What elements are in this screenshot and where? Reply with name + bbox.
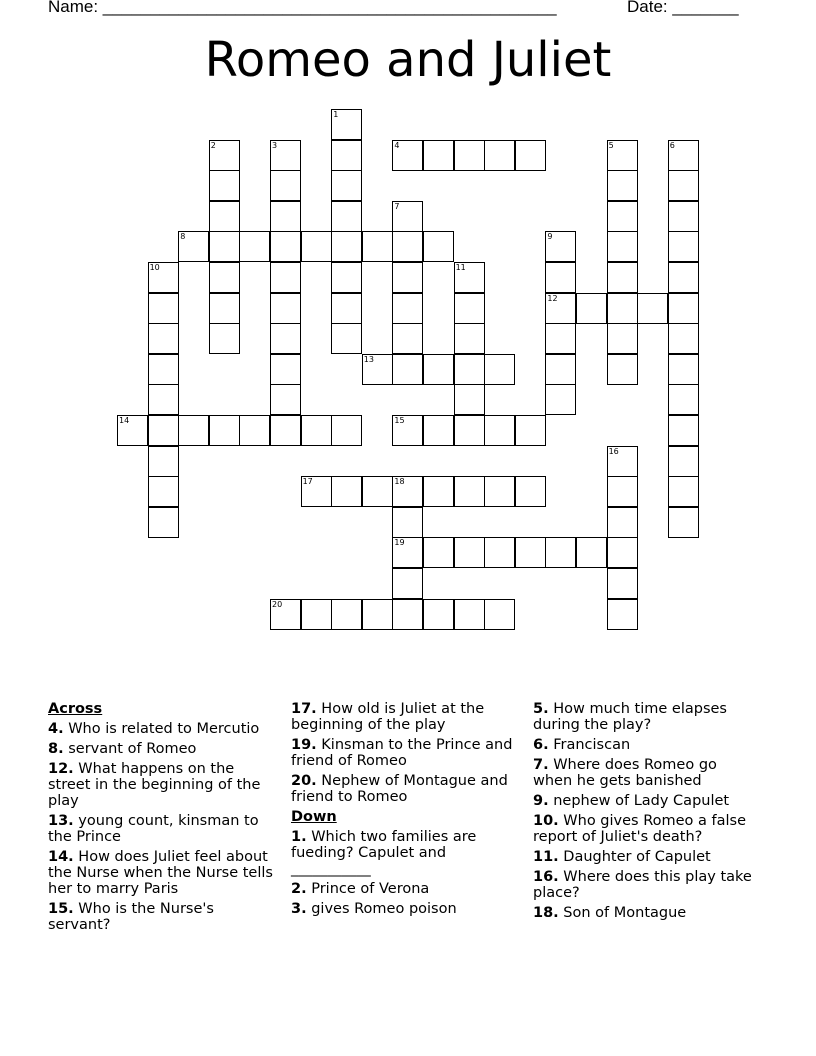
grid-cell[interactable] [423,415,454,446]
grid-cell[interactable] [484,140,515,171]
clue-item-number: 7. [533,757,549,773]
grid-cell[interactable] [607,231,638,262]
grid-cell[interactable] [148,446,179,477]
grid-cell[interactable] [545,354,576,385]
grid-cell[interactable] [607,170,638,201]
grid-cell[interactable] [392,568,423,599]
clue-item [48,813,274,845]
clue-item-number: 15. [48,901,74,917]
grid-cell[interactable] [209,140,240,171]
grid-cell[interactable] [209,262,240,293]
grid-cell[interactable] [392,231,423,262]
grid-cell[interactable] [515,415,546,446]
clue-item-text: What happens on the street in the beginning of the play [48,761,261,809]
grid-cell[interactable] [545,384,576,415]
grid-cell[interactable] [209,415,240,446]
grid-cell[interactable] [392,537,423,568]
grid-cell[interactable] [392,201,423,232]
grid-cell[interactable] [331,262,362,293]
clue-item-number: 4. [48,721,64,737]
clue-item-text: Daughter of Capulet [558,849,711,865]
grid-cell[interactable] [607,323,638,354]
grid-cell[interactable] [392,599,423,630]
grid-cell[interactable] [545,262,576,293]
grid-cell[interactable] [148,323,179,354]
grid-cell[interactable] [392,323,423,354]
grid-cell[interactable] [178,415,209,446]
grid-cell[interactable] [545,323,576,354]
grid-cell[interactable] [454,354,485,385]
clue-item-number: 1. [291,829,307,845]
grid-cell[interactable] [392,415,423,446]
clue-item-number: 16. [533,869,559,885]
grid-cell[interactable] [454,140,485,171]
grid-cell[interactable] [301,231,332,262]
grid-cell[interactable] [668,507,699,538]
clue-item-text: Prince of Verona [306,881,430,897]
clue-item-text: Franciscan [548,737,631,753]
grid-cell[interactable] [484,415,515,446]
clue-item-text: Nephew of Montague and friend to Romeo [291,773,508,805]
clue-number: 3 [272,140,278,150]
grid-cell[interactable] [392,354,423,385]
clue-item [533,701,759,733]
grid-cell[interactable] [607,354,638,385]
grid-cell[interactable] [515,140,546,171]
name-field-label[interactable]: Name: ________________________________________________ [48,0,557,16]
grid-cell[interactable] [607,599,638,630]
grid-cell[interactable] [607,201,638,232]
grid-cell[interactable] [668,446,699,477]
grid-cell[interactable] [270,599,301,630]
grid-cell[interactable] [148,262,179,293]
clue-number: 18 [394,477,405,487]
clue-item-number: 18. [533,905,559,921]
clue-item-number: 20. [291,773,317,789]
grid-cell[interactable] [148,415,179,446]
clue-number: 7 [394,201,400,211]
grid-cell[interactable] [668,140,699,171]
grid-cell[interactable] [209,170,240,201]
grid-cell[interactable] [209,293,240,324]
grid-cell[interactable] [423,537,454,568]
grid-cell[interactable] [301,599,332,630]
clue-item [533,905,759,921]
grid-cell[interactable] [270,140,301,171]
grid-cell[interactable] [362,476,393,507]
clue-number: 17 [302,477,313,487]
clue-item-text: Where does this play take place? [533,869,752,901]
clue-item [533,757,759,789]
clue-item-number: 2. [291,881,307,897]
grid-cell[interactable] [209,323,240,354]
grid-cell[interactable] [301,415,332,446]
clue-number: 12 [547,293,558,303]
clue-item-number: 11. [533,849,559,865]
clue-item-text: Who gives Romeo a false report of Juliet's death? [533,813,747,845]
grid-cell[interactable] [270,262,301,293]
clues-column-2 [291,701,517,921]
grid-cell[interactable] [454,415,485,446]
grid-cell[interactable] [423,354,454,385]
clue-number: 1 [333,110,339,119]
grid-cell[interactable] [454,599,485,630]
clue-item [48,761,274,809]
grid-cell[interactable] [484,537,515,568]
page-title: Romeo and Juliet [204,32,612,88]
clue-item [533,869,759,901]
clue-item-number: 5. [533,701,549,717]
grid-cell[interactable] [331,323,362,354]
clue-item-number: 17. [291,701,317,717]
clue-item-number: 3. [291,901,307,917]
clue-item [291,701,517,733]
clue-number: 10 [149,263,160,272]
grid-cell[interactable] [270,170,301,201]
grid-cell[interactable] [668,476,699,507]
clue-number: 9 [547,232,553,242]
clue-item-text: Who is the Nurse's servant? [48,901,214,933]
grid-cell[interactable] [515,476,546,507]
grid-cell[interactable] [668,170,699,201]
grid-cell[interactable] [637,293,668,324]
grid-cell[interactable] [607,140,638,171]
grid-cell[interactable] [454,262,485,293]
grid-cell[interactable] [668,354,699,385]
grid-cell[interactable] [209,231,240,262]
grid-cell[interactable] [423,599,454,630]
grid-cell[interactable] [454,323,485,354]
grid-cell[interactable] [148,293,179,324]
clue-item [533,793,759,809]
grid-cell[interactable] [270,384,301,415]
grid-cell[interactable] [362,231,393,262]
clue-item-text: Son of Montague [558,905,687,921]
grid-cell[interactable] [607,568,638,599]
clue-item-text: young count, kinsman to the Prince [48,813,259,845]
grid-cell[interactable] [331,140,362,171]
clue-number: 5 [608,140,614,150]
clue-number: 15 [394,416,405,425]
clue-item-number: 9. [533,793,549,809]
clue-number: 8 [180,232,186,242]
grid-cell[interactable] [576,293,607,324]
grid-cell[interactable] [331,170,362,201]
clue-item-text: Which two families are fueding? Capulet and ___________ [291,829,477,877]
grid-cell[interactable] [668,231,699,262]
grid-cell[interactable] [392,262,423,293]
grid-cell[interactable] [239,231,270,262]
grid-cell[interactable] [209,201,240,232]
clue-number: 14 [119,416,130,425]
clue-item [291,881,517,897]
grid-cell[interactable] [270,323,301,354]
grid-cell[interactable] [270,293,301,324]
grid-cell[interactable] [392,140,423,171]
grid-cell[interactable] [148,384,179,415]
clue-item-text: servant of Romeo [63,741,197,757]
grid-cell[interactable] [545,537,576,568]
clue-number: 13 [363,354,374,364]
clue-item-number: 13. [48,813,74,829]
grid-cell[interactable] [607,476,638,507]
grid-cell[interactable] [331,109,362,140]
clue-item-text: Kinsman to the Prince and friend of Romeo [291,737,513,769]
grid-cell[interactable] [423,476,454,507]
clue-item [48,849,274,897]
grid-cell[interactable] [270,231,301,262]
grid-cell[interactable] [607,293,638,324]
clue-item-text: How does Juliet feel about the Nurse when the Nurse tells her to marry Paris [48,849,273,897]
clue-item [48,741,274,757]
grid-cell[interactable] [484,599,515,630]
grid-cell[interactable] [270,354,301,385]
clue-number: 20 [272,599,283,609]
clue-item [291,737,517,769]
clue-item-text: nephew of Lady Capulet [548,793,730,809]
clue-number: 16 [608,446,619,456]
grid-cell[interactable] [148,476,179,507]
clue-item-number: 19. [291,737,317,753]
clue-item [291,773,517,805]
grid-cell[interactable] [545,293,576,324]
grid-cell[interactable] [301,476,332,507]
down-heading: Down [291,809,337,825]
clue-item-number: 14. [48,849,74,865]
grid-cell[interactable] [668,262,699,293]
date-field-label[interactable]: Date: _______ [627,0,739,16]
grid-cell[interactable] [545,231,576,262]
grid-cell[interactable] [239,415,270,446]
clue-item [533,849,759,865]
clue-item [533,737,759,753]
grid-cell[interactable] [331,599,362,630]
grid-cell[interactable] [484,476,515,507]
grid-cell[interactable] [148,507,179,538]
clue-number: 2 [210,140,216,150]
grid-cell[interactable] [362,354,393,385]
grid-cell[interactable] [423,140,454,171]
grid-cell[interactable] [423,231,454,262]
clue-item-text: Where does Romeo go when he gets banished [533,757,717,789]
clue-number: 4 [394,140,400,150]
clue-item-number: 10. [533,813,559,829]
grid-cell[interactable] [484,354,515,385]
grid-cell[interactable] [576,537,607,568]
grid-cell[interactable] [454,293,485,324]
grid-cell[interactable] [331,231,362,262]
grid-cell[interactable] [331,293,362,324]
clue-item [291,829,517,877]
clues-column-1 [48,701,274,937]
clue-item-number: 8. [48,741,64,757]
grid-cell[interactable] [607,262,638,293]
across-heading: Across [48,701,103,717]
clue-item [291,901,517,917]
grid-cell[interactable] [117,415,148,446]
grid-cell[interactable] [392,476,423,507]
grid-cell[interactable] [607,446,638,477]
grid-cell[interactable] [392,293,423,324]
clue-item [48,901,274,933]
grid-cell[interactable] [270,415,301,446]
grid-cell[interactable] [607,537,638,568]
grid-cell[interactable] [362,599,393,630]
grid-cell[interactable] [270,201,301,232]
grid-cell[interactable] [331,415,362,446]
grid-cell[interactable] [515,537,546,568]
clue-number: 6 [669,140,675,150]
grid-cell[interactable] [178,231,209,262]
grid-cell[interactable] [668,384,699,415]
clue-item-text: gives Romeo poison [306,901,457,917]
grid-cell[interactable] [331,476,362,507]
clue-item [533,813,759,845]
clue-item-number: 6. [533,737,549,753]
grid-cell[interactable] [668,323,699,354]
grid-cell[interactable] [454,537,485,568]
clue-item-number: 12. [48,761,74,777]
clue-number: 19 [394,538,405,548]
clues-column-3 [533,701,759,925]
clue-item-text: How much time elapses during the play? [533,701,727,733]
grid-cell[interactable] [392,507,423,538]
grid-cell[interactable] [668,415,699,446]
grid-cell[interactable] [668,293,699,324]
clue-number: 11 [455,263,466,272]
clue-item [48,721,274,737]
grid-cell[interactable] [607,507,638,538]
clue-item-text: How old is Juliet at the beginning of the play [291,701,485,733]
grid-cell[interactable] [454,384,485,415]
grid-cell[interactable] [668,201,699,232]
grid-cell[interactable] [148,354,179,385]
clue-item-text: Who is related to Mercutio [63,721,260,737]
grid-cell[interactable] [454,476,485,507]
grid-cell[interactable] [331,201,362,232]
